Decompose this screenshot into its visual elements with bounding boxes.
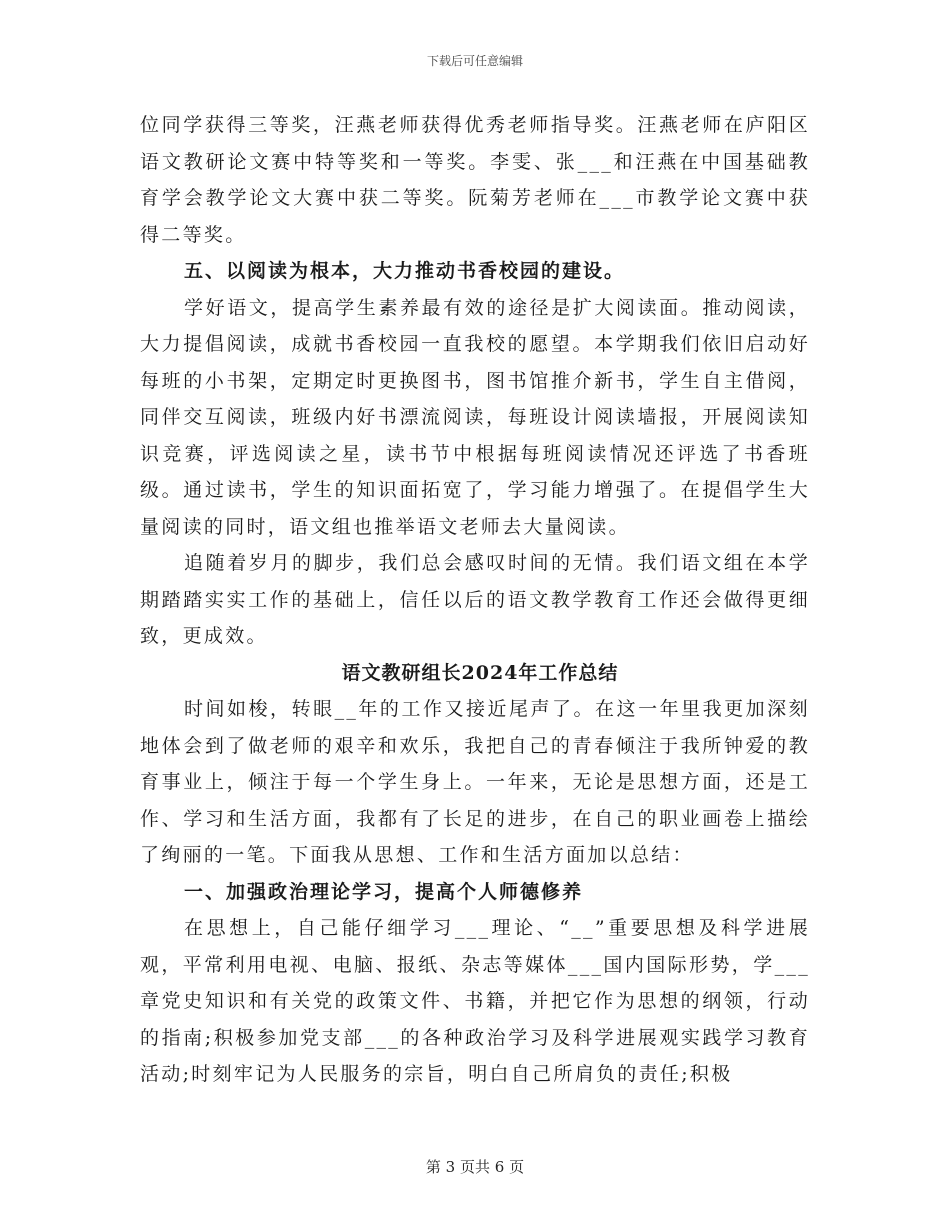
section-heading-reading: 五、以阅读为根本，大力推动书香校园的建设。	[184, 260, 626, 282]
paragraph-reading: 学好语文，提高学生素养最有效的途径是扩大阅读面。推动阅读，大力提倡阅读，成就书香校园一直我校的愿望。本学期我们依旧启动好每班的小书架，定期定时更换图书，图书馆推介新书，学生自主借阅，同伴交互阅读，班级内好书漂流阅读，每班设计阅读墙报，开展阅读知识竞赛，评选阅读之星，读书节中根据每班阅读情况还评选了书香班级。通过读书，学生的知识面拓宽了，学习能力增强了。在提倡学生大量阅读的同时，语文组也推举语文老师去大量阅读。	[140, 296, 810, 538]
paragraph-awards: 位同学获得三等奖，汪燕老师获得优秀老师指导奖。汪燕老师在庐阳区语文教研论文赛中特等奖和一等奖。李雯、张___和汪燕在中国基础教育学会教学论文大赛中获二等奖。阮菊芳老师在___市教学论文赛中获得二等奖。	[140, 114, 810, 246]
document-title: 语文教研组长2024年工作总结	[341, 661, 619, 684]
page-footer: 第 3 页共 6 页	[425, 1158, 525, 1176]
section-heading-politics: 一、加强政治理论学习，提高个人师德修养	[184, 880, 584, 903]
page-header: 下载后可任意编辑	[426, 54, 523, 68]
paragraph-conclusion: 追随着岁月的脚步，我们总会感叹时间的无情。我们语文组在本学期踏踏实实工作的基础上，信任以后的语文教学教育工作还会做得更细致，更成效。	[140, 552, 810, 647]
document-body	[140, 107, 810, 1093]
paragraph-intro: 时间如梭，转眼__年的工作又接近尾声了。在这一年里我更加深刻地体会到了做老师的艰辛和欢乐，我把自己的青春倾注于我所钟爱的教育事业上，倾注于每一个学生身上。一年来，无论是思想方面，还是工作、学习和生活方面，我都有了长足的进步，在自己的职业画卷上描绘了绚丽的一笔。下面我从思想、工作和生活方面加以总结：	[140, 698, 810, 866]
paragraph-politics: 在思想上，自己能仔细学习___理论、“__”重要思想及科学进展观，平常利用电视、电脑、报纸、杂志等媒体___国内国际形势，学___章党史知识和有关党的政策文件、书籍，并把它作为思想的纲领，行动的指南;积极参加党支部___的各种政治学习及科学进展观实践学习教育活动;时刻牢记为人民服务的宗旨，明白自己所肩负的责任;积极	[140, 917, 810, 1085]
